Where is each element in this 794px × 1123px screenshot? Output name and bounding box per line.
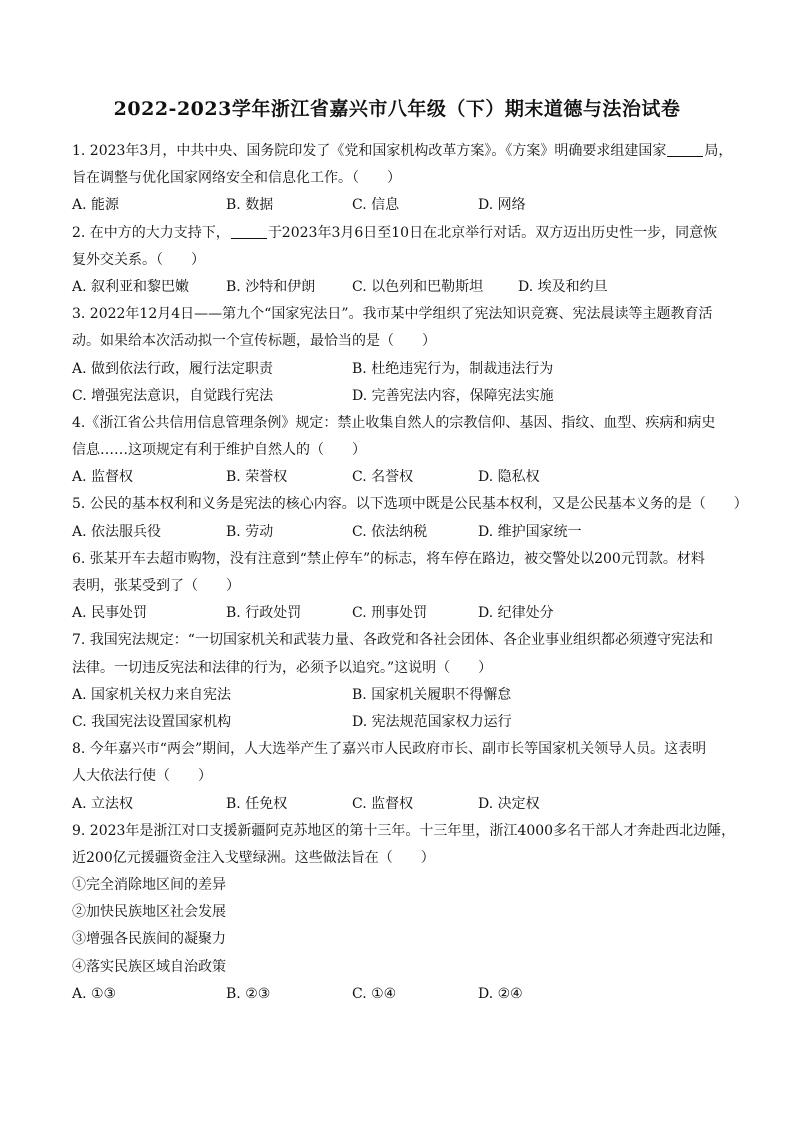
option-d[interactable]: D. 维护国家统一 (478, 523, 582, 540)
statement-item: ①完全消除地区间的差异 (72, 877, 226, 894)
question-text-line: 4.《浙江省公共信用信息管理条例》规定：禁止收集自然人的宗教信仰、基因、指纹、血型、疾病和病史 (72, 414, 716, 431)
question-text-line: 表明，张某受到了（ ） (72, 578, 240, 594)
answer-blank (667, 142, 703, 157)
options-row (72, 519, 732, 546)
option-d[interactable]: D. 埃及和约旦 (518, 278, 608, 295)
question-5 (72, 491, 748, 545)
option-d[interactable]: D. ②④ (478, 985, 523, 1002)
options-row (72, 464, 732, 491)
question-2 (72, 220, 732, 302)
question-text-line: 7. 我国宪法规定：“一切国家机关和武装力量、各政党和各社会团体、各企业事业组织都必须遵守宪法和 (72, 632, 713, 649)
option-d[interactable]: D. 宪法规范国家权力运行 (352, 713, 512, 730)
option-a[interactable]: A. 叙利亚和黎巴嫩 (72, 278, 190, 295)
options-row (72, 682, 732, 709)
option-a[interactable]: A. 立法权 (72, 795, 134, 812)
options-row (72, 274, 732, 301)
statement-item: ③增强各民族间的凝聚力 (72, 931, 226, 948)
option-b[interactable]: B. 劳动 (226, 523, 274, 540)
page-title: 2022-2023学年浙江省嘉兴市八年级（下）期末道德与法治试卷 (113, 98, 681, 120)
option-d[interactable]: D. 纪律处分 (478, 605, 554, 622)
options-row (72, 192, 732, 219)
options-row (72, 356, 732, 383)
option-d[interactable]: D. 隐私权 (478, 469, 540, 486)
option-c[interactable]: C. 信息 (352, 197, 400, 214)
question-7 (72, 627, 732, 736)
options-row (72, 981, 732, 1008)
question-1 (72, 138, 732, 220)
question-4 (72, 410, 732, 492)
question-text-line: 近200亿元援疆资金注入戈壁绿洲。这些做法旨在（ ） (72, 849, 435, 866)
option-a[interactable]: A. 民事处罚 (72, 605, 148, 622)
question-text-line: 3. 2022年12月4日——第九个“国家宪法日”。我市某中学组织了宪法知识竞赛、宪法晨读等主题教育活 (72, 306, 713, 323)
question-text-line: 复外交关系。（ ） (72, 251, 205, 268)
question-8 (72, 736, 732, 818)
statement-item: ④落实民族区域自治政策 (72, 958, 226, 975)
question-text-line: 9. 2023年是浙江对口支援新疆阿克苏地区的第十三年。十三年里，浙江4000多名干部人才奔赴西北边陲， (72, 822, 736, 839)
options-row (72, 709, 732, 736)
options-row (72, 791, 732, 818)
question-6 (72, 546, 732, 628)
option-b[interactable]: B. 行政处罚 (226, 605, 302, 622)
question-text-line: 6. 张某开车去超市购物，没有注意到“禁止停车”的标志，将车停在路边，被交警处以200元罚款。材料 (72, 550, 705, 567)
option-c[interactable]: C. 刑事处罚 (352, 605, 428, 622)
option-b[interactable]: B. 杜绝违宪行为，制裁违法行为 (352, 360, 554, 377)
option-a[interactable]: A. 国家机关权力来自宪法 (72, 686, 232, 703)
option-b[interactable]: B. 沙特和伊朗 (226, 278, 316, 295)
option-c[interactable]: C. 增强宪法意识，自觉践行宪法 (72, 387, 274, 404)
option-c[interactable]: C. 名誉权 (352, 469, 414, 486)
option-c[interactable]: C. 监督权 (352, 795, 414, 812)
option-c[interactable]: C. 以色列和巴勒斯坦 (352, 278, 484, 295)
options-row (72, 600, 732, 627)
option-a[interactable]: A. 做到依法行政，履行法定职责 (72, 360, 274, 377)
option-b[interactable]: B. 国家机关履职不得懈怠 (352, 686, 512, 703)
option-b[interactable]: B. 数据 (226, 197, 274, 214)
statement-item: ②加快民族地区社会发展 (72, 904, 226, 921)
question-text-line: 动。如果给本次活动拟一个宣传标题，最恰当的是（ ） (72, 333, 436, 350)
option-a[interactable]: A. 依法服兵役 (72, 523, 162, 540)
option-d[interactable]: D. 完善宪法内容，保障宪法实施 (352, 387, 554, 404)
question-3 (72, 301, 732, 410)
option-c[interactable]: C. ①④ (352, 985, 397, 1002)
question-text-line: 5. 公民的基本权利和义务是宪法的核心内容。以下选项中既是公民基本权利，又是公民基本义务的是（ ） (72, 496, 748, 513)
question-9 (72, 818, 736, 1008)
option-b[interactable]: B. 任免权 (226, 795, 288, 812)
option-a[interactable]: A. ①③ (72, 985, 117, 1002)
question-text-line: 8. 今年嘉兴市“两会”期间，人大选举产生了嘉兴市人民政府市长、副市长等国家机关领导人员。这表明 (72, 741, 707, 758)
question-text-line: 法律。一切违反宪法和法律的行为，必须予以追究。”这说明（ ） (72, 659, 493, 676)
answer-blank (231, 224, 267, 239)
question-text-line: 1. 2023年3月，中共中央、国务院印发了《党和国家机构改革方案》。《方案》明确要求组建国家 局， (72, 143, 733, 159)
option-d[interactable]: D. 网络 (478, 197, 526, 214)
option-c[interactable]: C. 依法纳税 (352, 523, 428, 540)
option-b[interactable]: B. ②③ (226, 985, 271, 1002)
question-text-line: 2. 在中方的大力支持下， 于2023年3月6日至10日在北京举行对话。双方迈出历史性一步，同意恢 (72, 224, 718, 241)
question-list (72, 138, 748, 1008)
option-c[interactable]: C. 我国宪法设置国家机构 (72, 713, 232, 730)
option-a[interactable]: A. 能源 (72, 197, 120, 214)
question-text-line: 旨在调整与优化国家网络安全和信息化工作。（ ） (72, 170, 401, 187)
options-row (72, 383, 732, 410)
option-b[interactable]: B. 荣誉权 (226, 469, 288, 486)
option-d[interactable]: D. 决定权 (478, 795, 540, 812)
question-text-line: 人大依法行使（ ） (72, 768, 212, 785)
question-text-line: 信息……这项规定有利于维护自然人的（ ） (72, 442, 366, 459)
option-a[interactable]: A. 监督权 (72, 469, 134, 486)
